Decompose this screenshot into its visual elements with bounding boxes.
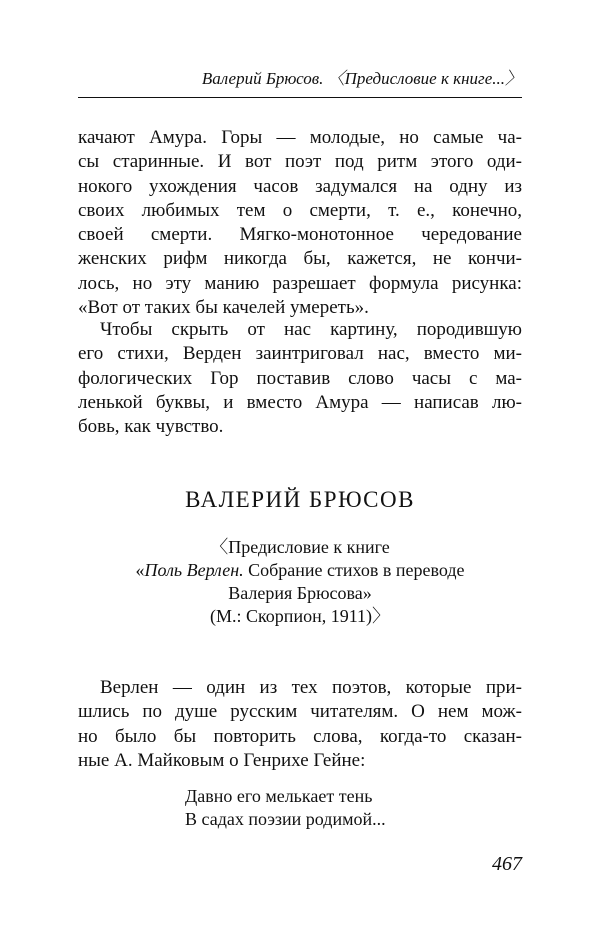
text-line: женских рифм никогда бы, кажется, не кончи- <box>78 248 522 270</box>
text-line: своих любимых тем о смерти, т. е., конечно, <box>78 199 522 221</box>
book-title-text: Собрание стихов в переводе <box>243 560 465 580</box>
subtitle-line: 〈Предисловие к книге <box>210 537 390 557</box>
text-line: лось, но эту манию разрешает формула рисунка: <box>78 272 522 294</box>
paragraph-verden <box>78 318 522 439</box>
paragraph-continued <box>78 126 522 320</box>
text-line: Верлен — один из тех поэтов, которые при- <box>100 677 522 698</box>
subtitle-line: Валерия Брюсова» <box>228 583 372 603</box>
paragraph-verlaine <box>78 676 522 773</box>
text-line: своей смерти. Мягко-монотонное чередование <box>78 224 522 246</box>
text-line: фологических Гор поставив слово часы с ма- <box>78 367 522 389</box>
text-line: бовь, как чувство. <box>78 416 224 438</box>
text-line: нокого ухождения часов задумался на одну из <box>78 175 522 197</box>
section-title: ВАЛЕРИЙ БРЮСОВ <box>185 487 415 512</box>
book-author-italic: Поль Верлен. <box>144 560 244 580</box>
text-line: ные А. Майковым о Генрихе Гейне: <box>78 749 366 771</box>
running-head: Валерий Брюсов. 〈Предисловие к книге...〉 <box>201 69 522 88</box>
text-line: Чтобы скрыть от нас картину, породившую <box>100 319 522 340</box>
text-line: качают Амура. Горы — молодые, но самые ча- <box>78 127 522 148</box>
subtitle-line: (М.: Скорпион, 1911)〉 <box>209 606 391 626</box>
verse-line: В садах поэзии родимой... <box>185 809 386 829</box>
header-rule <box>78 97 522 98</box>
text-line: его стихи, Верден заинтриговал нас, вместо ми- <box>78 343 522 365</box>
verse-quote <box>185 785 386 831</box>
text-line: шлись по душе русским читателям. О нем мож- <box>78 701 522 723</box>
subtitle-line <box>78 559 522 582</box>
page-number: 467 <box>492 853 522 875</box>
text-line: но было бы повторить слова, когда-то сказан- <box>78 725 522 747</box>
section-subtitle <box>78 536 522 628</box>
open-quote: « <box>135 560 145 580</box>
verse-line: Давно его мелькает тень <box>185 786 373 806</box>
text-line: сы старинные. И вот поэт под ритм этого оди- <box>78 151 522 173</box>
text-line: ленькой буквы, и вместо Амура — написав лю- <box>78 391 522 413</box>
text-line: «Вот от таких бы качелей умереть». <box>78 297 369 319</box>
